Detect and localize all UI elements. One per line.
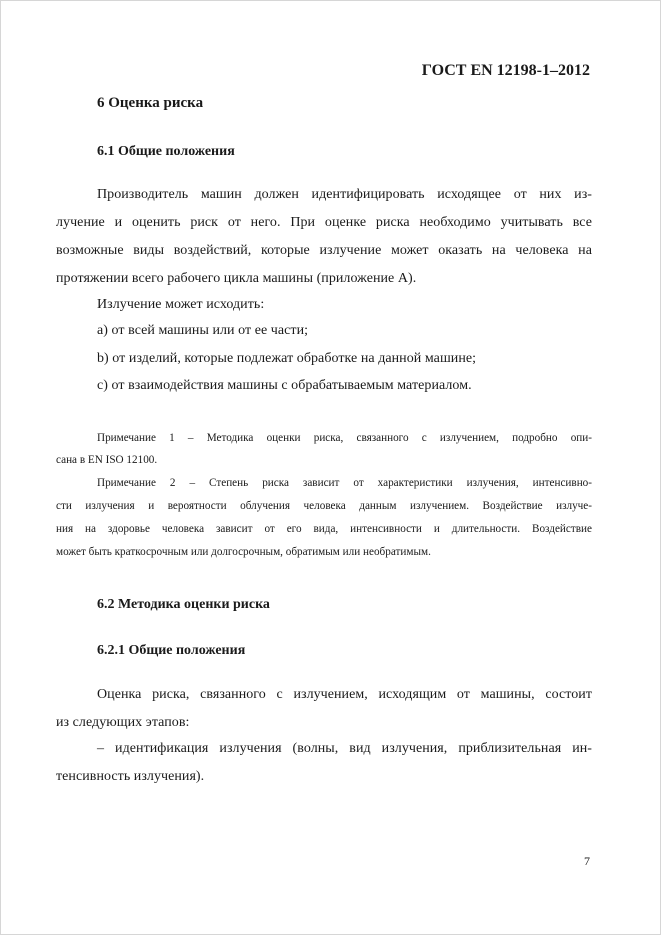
note-line: Примечание 2 – Степень риска зависит от характеристики излучения, интенсивно- xyxy=(97,477,592,489)
note-line: сти излучения и вероятности облучения человека данным излучением. Воздействие излуче- xyxy=(56,500,592,512)
section-6-heading: 6 Оценка риска xyxy=(97,95,204,111)
paragraph-line: лучение и оценить риск от него. При оценке риска необходимо учитывать все xyxy=(56,215,592,230)
paragraph-line: из следующих этапов: xyxy=(56,715,190,730)
note-line: Примечание 1 – Методика оценки риска, связанного с излучением, подробно опи- xyxy=(97,432,592,444)
list-item: b) от изделий, которые подлежат обработке на данной машине; xyxy=(97,351,477,366)
list-item: – идентификация излучения (волны, вид излучения, приблизительная ин- xyxy=(97,741,592,756)
section-6-1-heading: 6.1 Общие положения xyxy=(97,144,235,159)
standard-code: ГОСТ EN 12198-1–2012 xyxy=(421,62,590,79)
note-line: может быть краткосрочным или долгосрочным, обратимым или необратимым. xyxy=(56,546,431,558)
paragraph-line: Оценка риска, связанного с излучением, исходящим от машины, состоит xyxy=(97,687,592,702)
section-6-2-heading: 6.2 Методика оценки риска xyxy=(97,597,270,612)
paragraph-line: возможные виды воздействий, которые излучение может оказать на человека на xyxy=(56,243,592,258)
paragraph-line: Производитель машин должен идентифицировать исходящее от них из- xyxy=(97,187,592,202)
page-number: 7 xyxy=(584,854,590,868)
list-item: тенсивность излучения). xyxy=(56,769,205,784)
list-item: c) от взаимодействия машины с обрабатываемым материалом. xyxy=(97,378,472,393)
paragraph-line: протяжении всего рабочего цикла машины (приложение А). xyxy=(56,271,417,286)
note-line: сана в EN ISO 12100. xyxy=(56,454,158,466)
paragraph-line: Излучение может исходить: xyxy=(97,297,265,312)
list-item: a) от всей машины или от ее части; xyxy=(97,323,309,338)
note-line: ния на здоровье человека зависит от его вида, интенсивности и длительности. Воздействие xyxy=(56,523,592,535)
section-6-2-1-heading: 6.2.1 Общие положения xyxy=(97,643,246,658)
